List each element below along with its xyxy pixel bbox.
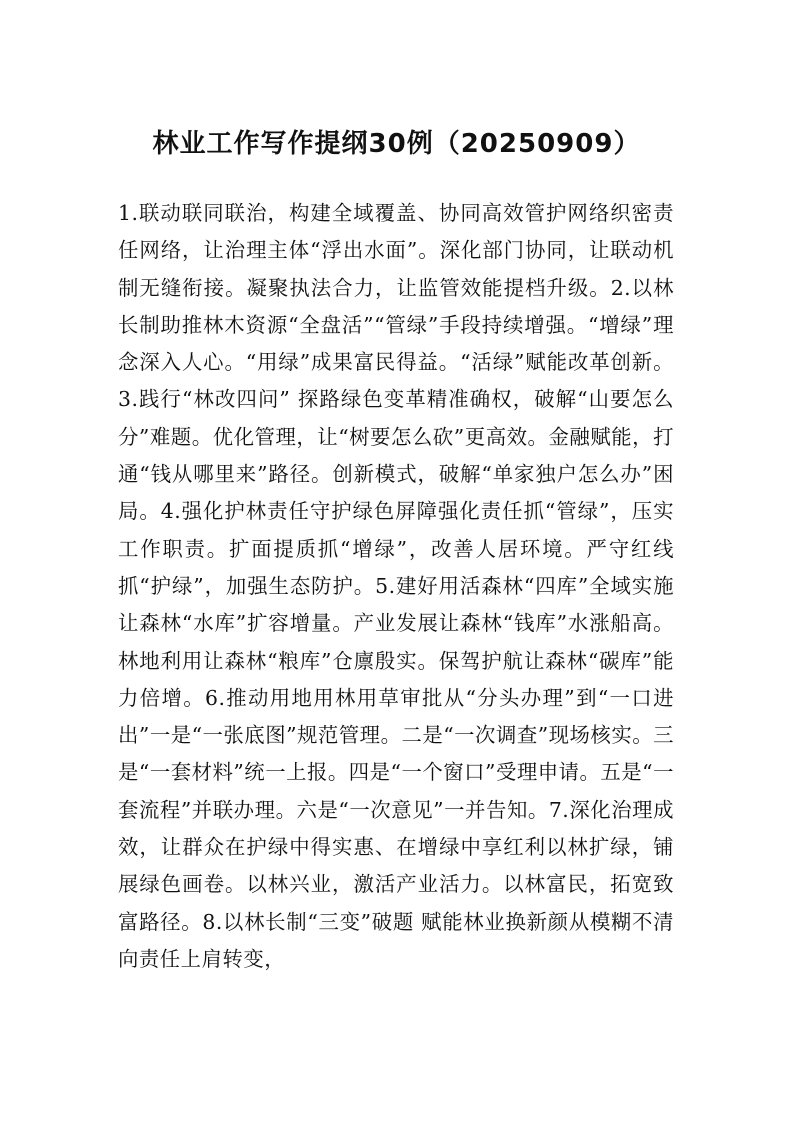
document-title: 林业工作写作提纲30例（20250909）	[152, 129, 641, 159]
document-body-paragraph: 1.联动联同联治，构建全域覆盖、协同高效管护网络织密责任网络，让治理主体“浮出水面”。深化部门协同，让联动机制无缝衔接。凝聚执法合力，让监管效能提档升级。2.以林长制助推林木资源“全盘活”“管绿”手段持续增强。“增绿”理念深入人心。“用绿”成果富民得益。“活绿”赋能改革创新。3.践行“林改四问” 探路绿色变革精准确权，破解“山要怎么分”难题。优化管理，让“树要怎么砍”更高效。金融赋能，打通“钱从哪里来”路径。创新模式，破解“单家独户怎么办”困局。4.强化护林责任守护绿色屏障强化责任抓“管绿”，压实工作职责。扩面提质抓“增绿”，改善人居环境。严守红线抓“护绿”，加强生态防护。5.建好用活森林“四库”全域实施让森林“水库”扩容增量。产业发展让森林“钱库”水涨船高。林地利用让森林“粮库”仓廪殷实。保驾护航让森林“碳库”能力倍增。6.推动用地用林用草审批从“分头办理”到“一口进出”一是“一张底图”规范管理。二是“一次调查”现场核实。三是“一套材料”统一上报。四是“一个窗口”受理申请。五是“一套流程”并联办理。六是“一次意见”一并告知。7.深化治理成效，让群众在护绿中得实惠、在增绿中享红利以林扩绿，铺展绿色画卷。以林兴业，激活产业活力。以林富民，拓宽致富路径。8.以林长制“三变”破题 赋能林业换新颜从模糊不清向责任上肩转变，	[118, 201, 674, 971]
